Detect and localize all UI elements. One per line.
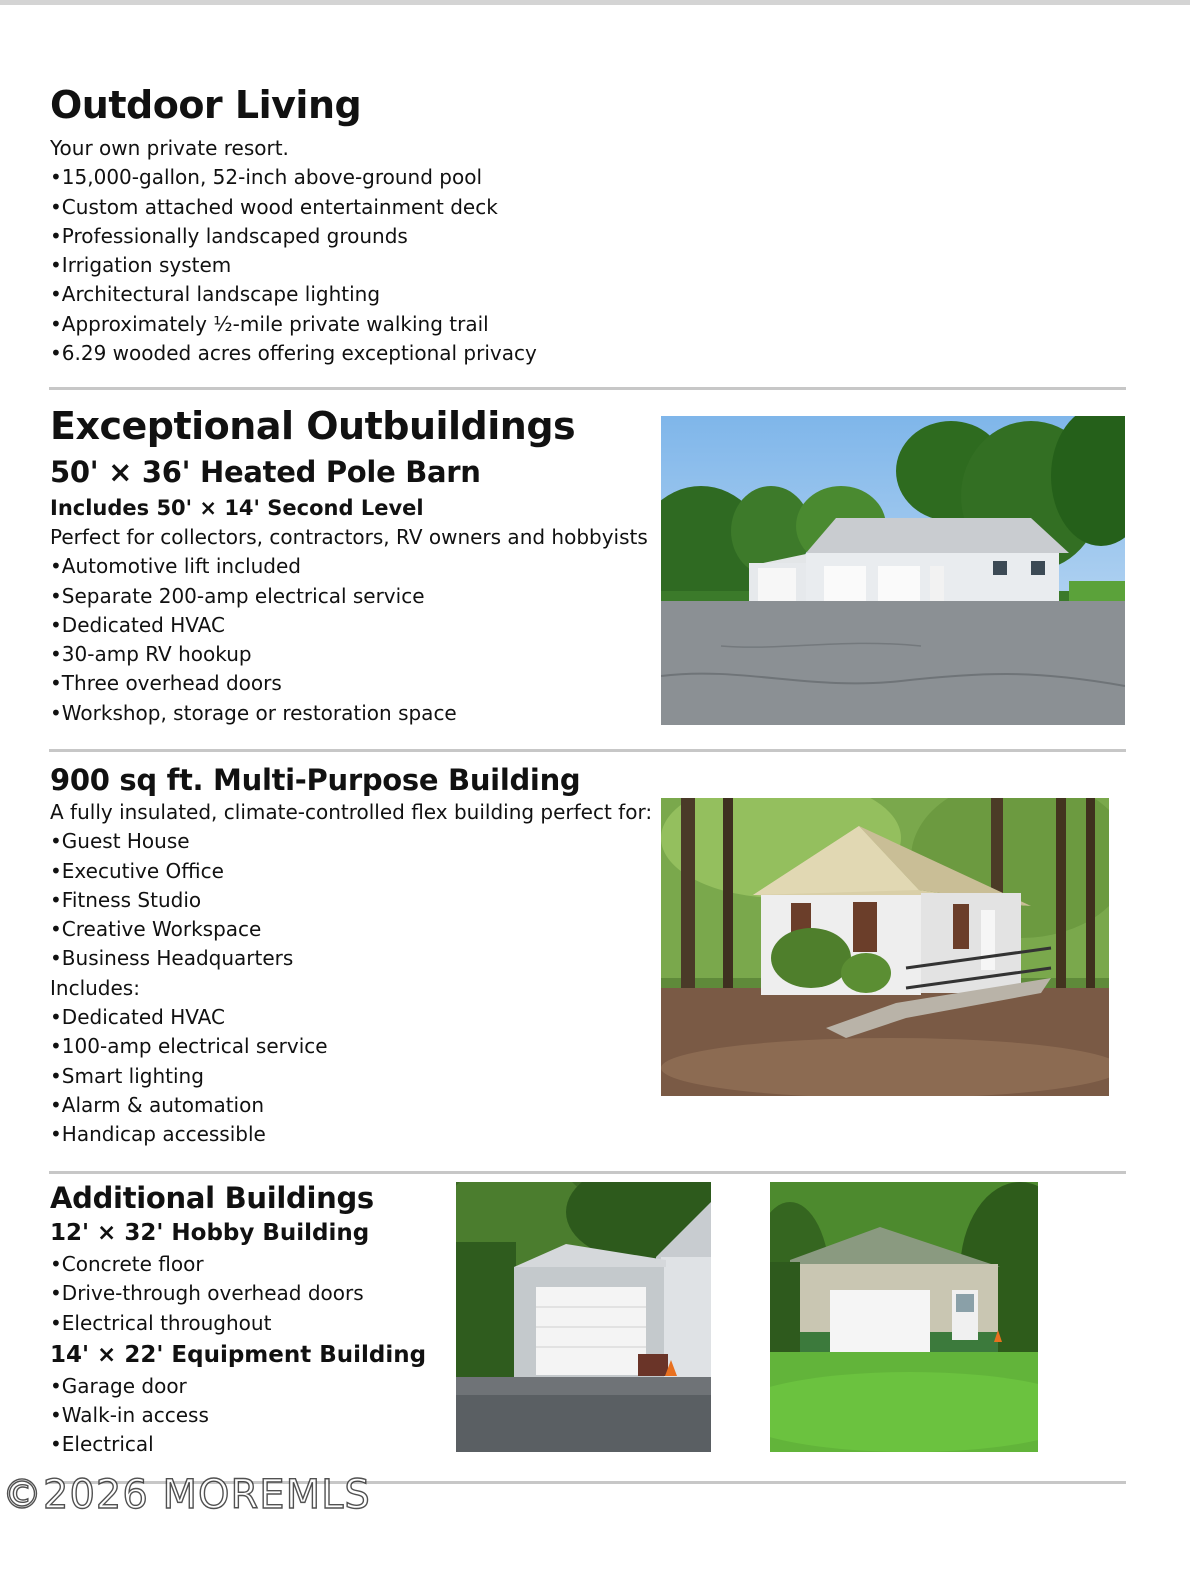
pole-barn-photo [661,416,1125,725]
list-item: • Three overhead doors [50,669,648,698]
multipurpose-building-photo [661,798,1109,1096]
pole-barn-title: 50' × 36' Heated Pole Barn [50,455,481,489]
list-item: • Drive-through overhead doors [50,1279,426,1308]
hobby-building-title: 12' × 32' Hobby Building [50,1220,370,1246]
list-item: • Irrigation system [50,251,537,280]
list-item: • 100-amp electrical service [50,1032,652,1061]
multipurpose-intro: A fully insulated, climate-controlled flex building perfect for: [50,800,653,824]
section-divider [49,387,1126,390]
outdoor-living-section [50,82,537,368]
list-item: • Dedicated HVAC [50,1003,652,1032]
list-item: • Separate 200-amp electrical service [50,582,648,611]
list-item: • 15,000-gallon, 52-inch above-ground pool [50,163,537,192]
list-item: • Dedicated HVAC [50,611,648,640]
list-item: • Electrical throughout [50,1309,426,1338]
list-item: • Custom attached wood entertainment deck [50,193,537,222]
list-item: • 6.29 wooded acres offering exceptional privacy [50,339,537,368]
hobby-building-photo [456,1182,711,1452]
list-item: • Electrical [50,1430,426,1459]
section-divider [49,1171,1126,1174]
list-item: • Handicap accessible [50,1120,652,1149]
list-item: • Professionally landscaped grounds [50,222,537,251]
list-item: • Creative Workspace [50,915,652,944]
outdoor-living-intro: Your own private resort. [50,136,289,160]
includes-label: Includes: [50,975,140,1000]
equipment-building-photo [770,1182,1038,1452]
list-item: • Garage door [50,1372,426,1401]
list-item: • Walk-in access [50,1401,426,1430]
top-border [0,0,1190,5]
section-divider [49,749,1126,752]
list-item: • Alarm & automation [50,1091,652,1120]
list-item: • Concrete floor [50,1250,426,1279]
list-item: • Business Headquarters [50,944,652,973]
list-item: • Architectural landscape lighting [50,280,537,309]
multipurpose-uses-list [50,827,652,973]
multipurpose-section [50,762,652,1150]
list-item: • Workshop, storage or restoration space [50,699,648,728]
multipurpose-title: 900 sq ft. Multi-Purpose Building [50,763,581,797]
outdoor-living-title: Outdoor Living [50,83,362,127]
list-item: • Approximately ½-mile private walking trail [50,310,537,339]
pole-barn-list [50,552,648,728]
copyright-watermark: ©2026 MOREMLS [2,1472,371,1518]
list-item: • Executive Office [50,857,652,886]
outdoor-living-list [50,163,537,368]
hobby-building-list [50,1250,426,1338]
list-item: • Guest House [50,827,652,856]
list-item: • Smart lighting [50,1062,652,1091]
equipment-building-list [50,1372,426,1460]
pole-barn-subtitle: Includes 50' × 14' Second Level [50,496,424,520]
outbuildings-title: Exceptional Outbuildings [50,404,576,448]
list-item: • 30-amp RV hookup [50,640,648,669]
additional-buildings-title: Additional Buildings [50,1181,374,1215]
list-item: • Automotive lift included [50,552,648,581]
list-item: • Fitness Studio [50,886,652,915]
pole-barn-intro: Perfect for collectors, contractors, RV owners and hobbyists [50,525,648,549]
equipment-building-title: 14' × 22' Equipment Building [50,1341,427,1368]
multipurpose-includes-list [50,1003,652,1149]
additional-buildings-section [50,1180,426,1460]
outbuildings-section [50,403,648,728]
